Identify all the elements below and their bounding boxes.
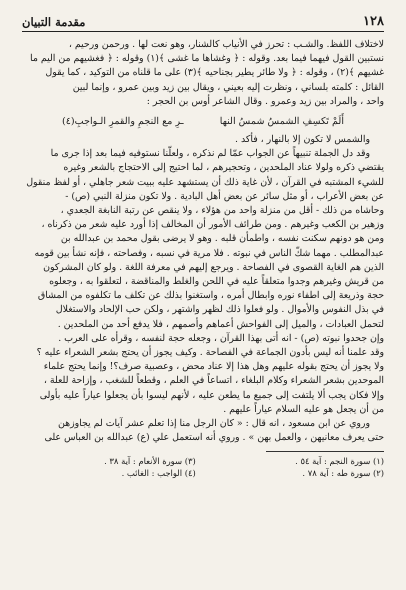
text-line: واحد ، والمراد بين زيد وعمرو . وقال الشاعر أوس بن الحجر : <box>146 95 384 107</box>
text-line: ومن هو دونهم سكنت نفسه ، واطمأن قلبه . وهو لا يرضى بقول محمد بن عبدالله بن <box>60 233 384 245</box>
text-line: عن بعض الأعراب ، أو مثل سائر عن بعض أهل البادية . ولا تكون منزلة النبي (ص) - <box>65 190 384 202</box>
text-line: للشيء المشتبه في القرآن ، لأن غاية ذلك أن يستشهد عليه ببيت شعر جاهلي ، أو لفظ منقول <box>26 176 384 188</box>
poetry-verse <box>22 109 384 133</box>
page-number: ١٢٨ <box>363 14 384 29</box>
text-line: في بذل النفوس والأموال . ولو فعلوا ذلك لظهر واشتهر ، ولكن حب الإلحاد والاستغلال <box>55 304 384 316</box>
text-line: عبدالمطلب . مهما شكّ الناس في نبوته . فلا مرية في نسبه ، وفصاحته ، فإنه نشأ بين قومه <box>34 247 384 259</box>
verse-second-hemistich: ـرِ مع النجمِ والقمرِ الـواجبِ(٤) <box>62 116 184 128</box>
footnote: (٤) الواجب : الغائب . <box>121 468 196 479</box>
text-line: يقتضي ذكره ولولا عناد الملحدين ، وتحجيرهم ، لما احتيج إلى الاحتجاج بالشعر وغيره <box>63 162 384 174</box>
footnote-separator <box>266 451 384 452</box>
verse-first-hemistich: أَلَمْ تَكسِفِ الشمسُ شمسُ النها <box>219 116 344 128</box>
text-line: وروي عن ابن مسعود ، انه قال : « كان الرجل منا إذا تعلم عشر آيات لم يجاوزهن <box>58 418 370 430</box>
text-line: حجة وذريعة إلى اطفاء نوره وابطال أمره ، واستغنوا بذلك عن تكلف ما تكلفوه من المشاق <box>37 290 384 302</box>
text-line: وقد علمنا أنه ليس بأدون الجماعة في الفصاحة . وكيف يجوز أن يحتج بشعر الشعراء عليه ؟ <box>36 347 384 359</box>
text-line: من قريش وغيرهم وجدوا متعلقاً عليه في اللحن والغلط والمناقضة ، لتعلقوا به ، وجعلوه <box>49 276 384 288</box>
running-header <box>22 14 384 32</box>
footnotes-right-column <box>210 455 384 479</box>
text-line: حتى يعرف معانيهن ، والعمل بهن » . وروي أنه استعمل علي (ع) عبدالله بن العباس على <box>44 432 384 444</box>
text-line: الذين هم الغاية القصوى في الفصاحة . ويرجع إليهم في معرفة اللغة . ولو كان المشركون <box>43 261 384 273</box>
verse-explanation: والشمس لا تكون إلا بالنهار ، فأكد . <box>235 134 370 146</box>
footnotes <box>22 455 384 479</box>
text-line: وقد دل الجملة تنبيهاً عن الجواب عمّا لم نذكره ، ولعلّنا نستوفيه فيما بعد إذا جرى ما <box>50 148 370 160</box>
text-line: وحاشاه من ذلك - أقل من منزلة واحد من هؤلاء ، ولا ينقص عن رتبة النابغة الجعدي ، <box>60 205 384 217</box>
main-text <box>22 38 384 445</box>
text-line: وإن جحدوا نبوته (ص) - انه أتى بهذا القرآن ، وجعله حجة لنفسه ، وقرأه على العرب . <box>58 332 384 344</box>
text-line: نستبين القول فيهما فيما بعد. وقوله : ﴿ وغشاها ما غشى ﴾(١) وقوله : ﴿ فغشيهم من اليم ما <box>30 53 384 65</box>
text-line: وإلا فكان يجب ألا يلتفت إلى جميع ما يطعن عليه ، لأنهم ليسوا بأن يجعلوا عياراً عليه بأولى <box>39 389 384 401</box>
footnote: (٢) سورة طه : آية ٧٨ . <box>302 468 384 479</box>
text-line: الموحدين بشعر الشعراء وكلام البلغاء ، اتساعاً في العلم ، وقطعاً للشغب ، وإزاحة للعلة ، <box>43 375 384 387</box>
text-line: ولا يجوز أن يحتج بقوله عليهم وهل هذا إلا عناد محض ، وعصبية صرف؟! وإنما يحتج علماء <box>43 361 384 373</box>
footnote: (١) سورة النجم : آية ٥٤ . <box>295 456 384 467</box>
text-line: من أن يجعل هو عليه السلام عياراً عليهم . <box>223 403 384 415</box>
footnote: (٣) سورة الأنعام : آية ٣٨ . <box>104 456 196 467</box>
text-line: وزهير بن الكعب وغيرهم . ومن طرائف الأمور أن المخالف إذا أورد عليه شعر من ذكرناه ، <box>41 219 384 231</box>
footnotes-left-column <box>22 455 196 479</box>
text-line: لاختلاف اللفظ. والشـب : تحرز في الأنياب كالشنار، وهو نعت لها . ورحمن ورحيم ، <box>68 39 384 50</box>
text-line: غشيهم ﴾(٢) ، وقوله : ﴿ ولا طائر يطير بجناحيه ﴾(٣) على ما قلناه من التوكيد ، كما يقول <box>45 67 384 79</box>
text-line: لتحمل العبادات ، والميل إلى الفواحش أعماهم وأصمهم ، فلا يدفع أحد من الملحدين . <box>57 318 384 330</box>
text-line: القائل : كلمته بلساني ، ونظرت إليه بعيني ، ويقال بين زيد وبين عمرو ، وإنما لبين <box>72 81 384 93</box>
section-title: مقدمة التبيان <box>22 15 86 29</box>
